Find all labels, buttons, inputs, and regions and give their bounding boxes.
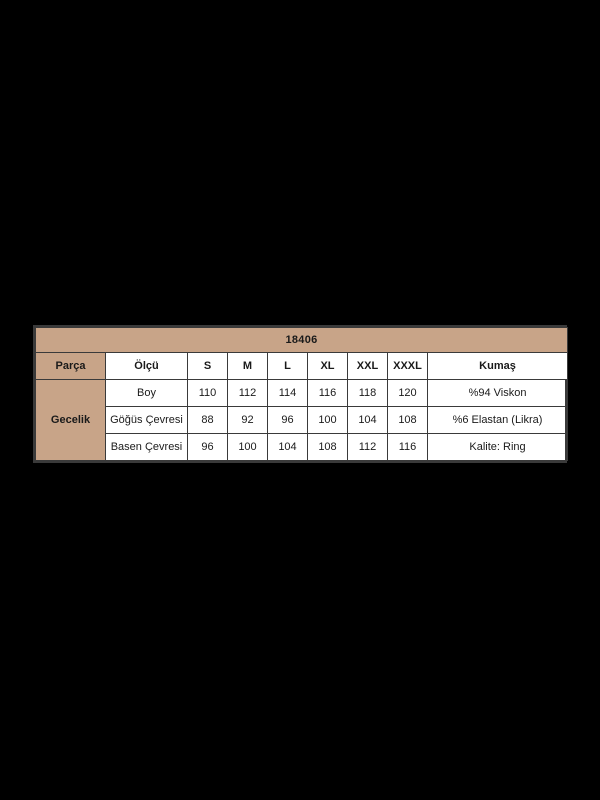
cell-basen-m: 100 xyxy=(228,434,268,461)
cell-boy-xxl: 118 xyxy=(348,380,388,407)
cell-basen-xxl: 112 xyxy=(348,434,388,461)
measure-name-basen-cevresi: Basen Çevresi xyxy=(106,434,188,461)
header-size-s: S xyxy=(188,353,228,380)
size-chart-container xyxy=(33,325,567,463)
cell-boy-xl: 116 xyxy=(308,380,348,407)
header-size-xxxl: XXXL xyxy=(388,353,428,380)
cell-basen-l: 104 xyxy=(268,434,308,461)
header-size-m: M xyxy=(228,353,268,380)
table-row xyxy=(36,407,568,434)
cell-gogus-l: 96 xyxy=(268,407,308,434)
size-chart-table xyxy=(35,327,568,461)
table-row xyxy=(36,380,568,407)
header-size-xxl: XXL xyxy=(348,353,388,380)
header-olcu: Ölçü xyxy=(106,353,188,380)
cell-gogus-s: 88 xyxy=(188,407,228,434)
cell-boy-m: 112 xyxy=(228,380,268,407)
measure-name-boy: Boy xyxy=(106,380,188,407)
measure-name-gogus-cevresi: Göğüs Çevresi xyxy=(106,407,188,434)
product-code-title: 18406 xyxy=(36,328,568,353)
cell-basen-xl: 108 xyxy=(308,434,348,461)
fabric-line-2: %6 Elastan (Likra) xyxy=(428,407,568,434)
header-size-l: L xyxy=(268,353,308,380)
header-parca: Parça xyxy=(36,353,106,380)
table-title-row xyxy=(36,328,568,353)
table-header-row xyxy=(36,353,568,380)
cell-gogus-m: 92 xyxy=(228,407,268,434)
cell-basen-xxxl: 116 xyxy=(388,434,428,461)
cell-boy-s: 110 xyxy=(188,380,228,407)
group-label-gecelik: Gecelik xyxy=(36,380,106,461)
cell-gogus-xxxl: 108 xyxy=(388,407,428,434)
cell-gogus-xxl: 104 xyxy=(348,407,388,434)
table-row xyxy=(36,434,568,461)
cell-boy-xxxl: 120 xyxy=(388,380,428,407)
header-size-xl: XL xyxy=(308,353,348,380)
cell-basen-s: 96 xyxy=(188,434,228,461)
cell-boy-l: 114 xyxy=(268,380,308,407)
header-kumas: Kumaş xyxy=(428,353,568,380)
fabric-line-1: %94 Viskon xyxy=(428,380,568,407)
cell-gogus-xl: 100 xyxy=(308,407,348,434)
fabric-line-3: Kalite: Ring xyxy=(428,434,568,461)
